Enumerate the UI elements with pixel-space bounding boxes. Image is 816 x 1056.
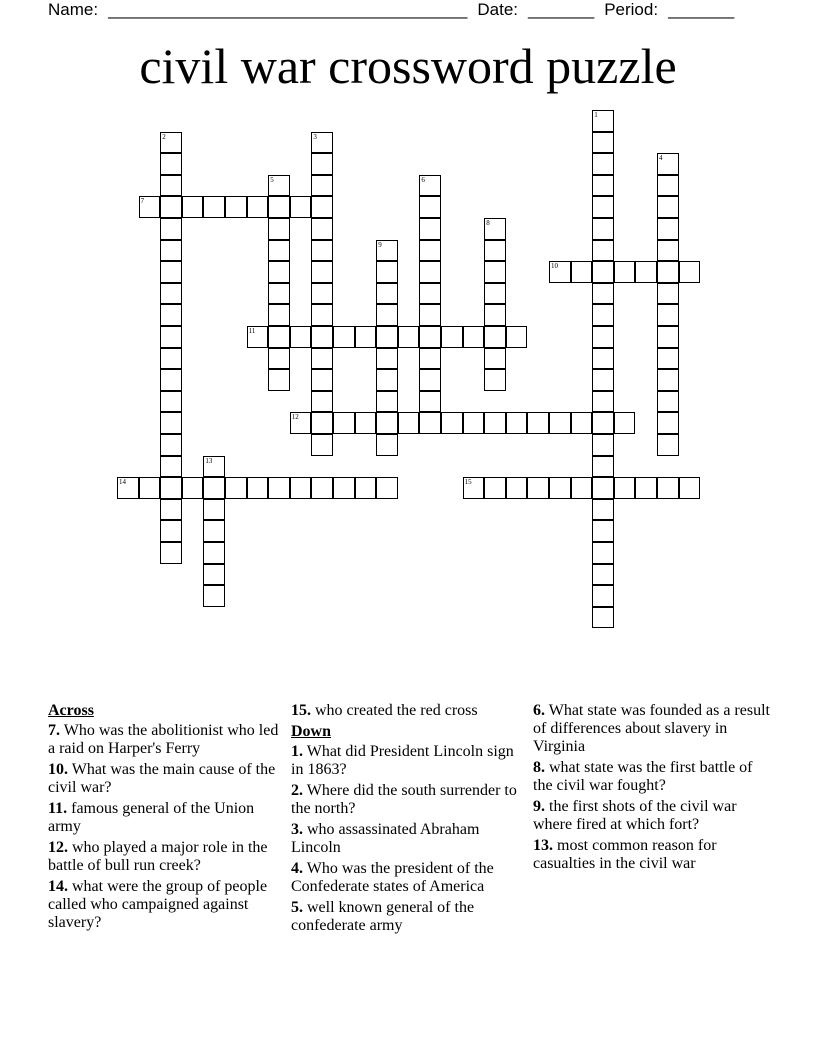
crossword-cell[interactable] xyxy=(268,196,290,218)
crossword-cell[interactable] xyxy=(592,304,614,326)
crossword-cell[interactable] xyxy=(484,218,506,240)
clue-text: famous general of the Union army xyxy=(48,800,255,835)
crossword-cell[interactable] xyxy=(419,304,441,326)
crossword-cell[interactable] xyxy=(592,434,614,456)
crossword-cell[interactable] xyxy=(376,369,398,391)
crossword-cell[interactable] xyxy=(657,240,679,262)
crossword-cell[interactable] xyxy=(463,477,485,499)
crossword-cell[interactable] xyxy=(635,477,657,499)
crossword-cell[interactable] xyxy=(333,412,355,434)
clue-down-4 xyxy=(291,860,521,896)
clue-text: Where did the south surrender to the north? xyxy=(291,782,517,817)
crossword-cell[interactable] xyxy=(679,261,701,283)
crossword-cell[interactable] xyxy=(592,110,614,132)
crossword-cell[interactable] xyxy=(679,477,701,499)
clue-number: 8. xyxy=(533,759,545,776)
clue-text: What was the main cause of the civil war? xyxy=(48,761,276,796)
clue-text: What state was founded as a result of differences about slavery in Virginia xyxy=(533,702,770,755)
crossword-cell[interactable] xyxy=(203,477,225,499)
crossword-cell[interactable] xyxy=(419,412,441,434)
crossword-cell[interactable] xyxy=(614,477,636,499)
cell-number: 9 xyxy=(378,240,382,249)
clue-number: 15. xyxy=(291,702,311,719)
crossword-cell[interactable] xyxy=(484,304,506,326)
clue-down-9 xyxy=(533,798,773,834)
crossword-cell[interactable] xyxy=(311,283,333,305)
crossword-cell[interactable] xyxy=(419,369,441,391)
clue-text: Who was the abolitionist who led a raid on Harper's Ferry xyxy=(48,722,279,757)
clue-number: 6. xyxy=(533,702,545,719)
crossword-cell[interactable] xyxy=(160,412,182,434)
crossword-cell[interactable] xyxy=(484,477,506,499)
crossword-cell[interactable] xyxy=(484,283,506,305)
crossword-cell[interactable] xyxy=(182,477,204,499)
crossword-cell[interactable] xyxy=(376,240,398,262)
crossword-cell[interactable] xyxy=(311,326,333,348)
crossword-cell[interactable] xyxy=(419,240,441,262)
crossword-cell[interactable] xyxy=(117,477,139,499)
crossword-cell[interactable] xyxy=(268,240,290,262)
date-blank[interactable]: _______ xyxy=(528,0,595,19)
crossword-cell[interactable] xyxy=(311,391,333,413)
crossword-cell[interactable] xyxy=(376,434,398,456)
cell-number: 5 xyxy=(270,175,274,184)
clue-across-7 xyxy=(48,722,280,758)
clue-across-12 xyxy=(48,839,280,875)
crossword-cell[interactable] xyxy=(484,326,506,348)
period-blank[interactable]: _______ xyxy=(668,0,735,19)
clue-down-2 xyxy=(291,782,521,818)
clue-number: 11. xyxy=(48,800,68,817)
crossword-cell[interactable] xyxy=(376,326,398,348)
crossword-cell[interactable] xyxy=(506,477,528,499)
crossword-cell[interactable] xyxy=(160,283,182,305)
clue-across-15 xyxy=(291,702,521,720)
clue-text: what were the group of people called who campaigned against slavery? xyxy=(48,878,268,931)
crossword-cell[interactable] xyxy=(268,477,290,499)
crossword-cell[interactable] xyxy=(160,434,182,456)
crossword-cell[interactable] xyxy=(376,412,398,434)
crossword-cell[interactable] xyxy=(225,196,247,218)
cell-number: 14 xyxy=(119,478,126,487)
crossword-cell[interactable] xyxy=(311,153,333,175)
clue-across-10 xyxy=(48,761,280,797)
crossword-cell[interactable] xyxy=(311,175,333,197)
crossword-cell[interactable] xyxy=(592,456,614,478)
crossword-cell[interactable] xyxy=(657,326,679,348)
crossword-cell[interactable] xyxy=(657,304,679,326)
cell-number: 11 xyxy=(248,327,256,335)
name-blank[interactable]: ______________________________________ xyxy=(108,0,468,19)
crossword-cell[interactable] xyxy=(592,391,614,413)
crossword-cell[interactable] xyxy=(463,412,485,434)
crossword-cell[interactable] xyxy=(484,261,506,283)
clue-text: What did President Lincoln sign in 1863? xyxy=(291,743,514,778)
crossword-cell[interactable] xyxy=(311,477,333,499)
crossword-cell[interactable] xyxy=(203,585,225,607)
crossword-cell[interactable] xyxy=(398,412,420,434)
crossword-cell[interactable] xyxy=(182,196,204,218)
crossword-cell[interactable] xyxy=(549,477,571,499)
clue-down-8 xyxy=(533,759,773,795)
crossword-cell[interactable] xyxy=(268,348,290,370)
clue-text: who created the red cross xyxy=(315,702,478,719)
crossword-cell[interactable] xyxy=(657,434,679,456)
crossword-cell[interactable] xyxy=(527,477,549,499)
cell-number: 6 xyxy=(421,175,425,184)
crossword-cell[interactable] xyxy=(592,132,614,154)
crossword-cell[interactable] xyxy=(592,369,614,391)
crossword-cell[interactable] xyxy=(419,283,441,305)
cell-number: 12 xyxy=(291,413,299,422)
crossword-cell[interactable] xyxy=(376,348,398,370)
crossword-cell[interactable] xyxy=(657,348,679,370)
cell-number: 1 xyxy=(594,111,598,119)
crossword-cell[interactable] xyxy=(203,520,225,542)
crossword-cell[interactable] xyxy=(160,348,182,370)
crossword-cell[interactable] xyxy=(160,153,182,175)
clue-number: 7. xyxy=(48,722,60,739)
crossword-cell[interactable] xyxy=(549,261,571,283)
down-heading: Down xyxy=(291,723,332,740)
name-label: Name: xyxy=(48,0,99,19)
crossword-cell[interactable] xyxy=(160,196,182,218)
clue-text: the first shots of the civil war where fired at which fort? xyxy=(533,798,737,833)
crossword-cell[interactable] xyxy=(657,196,679,218)
crossword-cell[interactable] xyxy=(657,175,679,197)
clue-number: 13. xyxy=(533,837,553,854)
crossword-cell[interactable] xyxy=(592,218,614,240)
crossword-cell[interactable] xyxy=(657,369,679,391)
crossword-cell[interactable] xyxy=(592,240,614,262)
crossword-cell[interactable] xyxy=(268,369,290,391)
crossword-cell[interactable] xyxy=(311,348,333,370)
clue-number: 3. xyxy=(291,821,303,838)
crossword-cell[interactable] xyxy=(311,412,333,434)
crossword-cell[interactable] xyxy=(463,326,485,348)
crossword-cell[interactable] xyxy=(592,326,614,348)
clue-number: 5. xyxy=(291,899,303,916)
crossword-cell[interactable] xyxy=(484,412,506,434)
crossword-cell[interactable] xyxy=(592,564,614,586)
crossword-cell[interactable] xyxy=(592,412,614,434)
crossword-cell[interactable] xyxy=(592,520,614,542)
crossword-cell[interactable] xyxy=(160,175,182,197)
crossword-cell[interactable] xyxy=(376,261,398,283)
clue-text: most common reason for casualties in the civil war xyxy=(533,837,717,872)
crossword-cell[interactable] xyxy=(592,283,614,305)
crossword-cell[interactable] xyxy=(268,326,290,348)
crossword-cell[interactable] xyxy=(355,326,377,348)
clue-across-11 xyxy=(48,800,280,836)
crossword-cell[interactable] xyxy=(592,175,614,197)
crossword-cell[interactable] xyxy=(203,499,225,521)
cell-number: 8 xyxy=(486,219,490,227)
clue-text: well known general of the confederate army xyxy=(291,899,475,934)
crossword-cell[interactable] xyxy=(160,542,182,564)
crossword-cell[interactable] xyxy=(333,477,355,499)
crossword-cell[interactable] xyxy=(268,283,290,305)
crossword-cell[interactable] xyxy=(635,261,657,283)
crossword-cell[interactable] xyxy=(657,283,679,305)
clue-down-6 xyxy=(533,702,773,756)
clue-text: who played a major role in the battle of bull run creek? xyxy=(48,839,268,874)
crossword-cell[interactable] xyxy=(311,196,333,218)
crossword-cell[interactable] xyxy=(139,196,161,218)
clue-down-5 xyxy=(291,899,521,935)
crossword-cell[interactable] xyxy=(419,218,441,240)
crossword-cell[interactable] xyxy=(139,477,161,499)
crossword-cell[interactable] xyxy=(355,477,377,499)
crossword-cell[interactable] xyxy=(268,304,290,326)
crossword-cell[interactable] xyxy=(268,261,290,283)
crossword-cell[interactable] xyxy=(160,132,182,154)
crossword-cell[interactable] xyxy=(160,456,182,478)
crossword-cell[interactable] xyxy=(657,477,679,499)
cell-number: 3 xyxy=(313,132,317,141)
crossword-cell[interactable] xyxy=(527,412,549,434)
crossword-cell[interactable] xyxy=(419,261,441,283)
crossword-cell[interactable] xyxy=(592,477,614,499)
crossword-cell[interactable] xyxy=(268,218,290,240)
period-label: Period: xyxy=(604,0,659,19)
crossword-cell[interactable] xyxy=(614,412,636,434)
crossword-cell[interactable] xyxy=(160,391,182,413)
crossword-cell[interactable] xyxy=(311,261,333,283)
crossword-cell[interactable] xyxy=(311,304,333,326)
crossword-cell[interactable] xyxy=(592,542,614,564)
crossword-cell[interactable] xyxy=(657,391,679,413)
crossword-cell[interactable] xyxy=(160,520,182,542)
crossword-cell[interactable] xyxy=(376,304,398,326)
crossword-cell[interactable] xyxy=(592,607,614,629)
crossword-cell[interactable] xyxy=(419,196,441,218)
crossword-cell[interactable] xyxy=(376,283,398,305)
date-label: Date: xyxy=(477,0,518,19)
crossword-cell[interactable] xyxy=(311,369,333,391)
crossword-cell[interactable] xyxy=(506,326,528,348)
crossword-cell[interactable] xyxy=(592,585,614,607)
crossword-cell[interactable] xyxy=(376,477,398,499)
crossword-cell[interactable] xyxy=(484,348,506,370)
crossword-cell[interactable] xyxy=(290,326,312,348)
crossword-cell[interactable] xyxy=(355,412,377,434)
crossword-cell[interactable] xyxy=(160,261,182,283)
clue-number: 10. xyxy=(48,761,68,778)
crossword-cell[interactable] xyxy=(419,175,441,197)
cell-number: 7 xyxy=(140,197,145,206)
crossword-cell[interactable] xyxy=(549,412,571,434)
crossword-cell[interactable] xyxy=(441,412,463,434)
crossword-cell[interactable] xyxy=(311,434,333,456)
crossword-cell[interactable] xyxy=(419,326,441,348)
crossword-cell[interactable] xyxy=(592,196,614,218)
clues-column-2 xyxy=(291,702,521,938)
crossword-cell[interactable] xyxy=(376,391,398,413)
across-heading: Across xyxy=(48,702,94,719)
crossword-cell[interactable] xyxy=(441,326,463,348)
clue-number: 4. xyxy=(291,860,303,877)
clue-across-14 xyxy=(48,878,280,932)
cell-number: 13 xyxy=(205,456,213,465)
cell-number: 4 xyxy=(659,154,663,163)
crossword-cell[interactable] xyxy=(571,412,593,434)
crossword-cell[interactable] xyxy=(333,326,355,348)
crossword-cell[interactable] xyxy=(657,218,679,240)
cell-number: 2 xyxy=(162,132,166,141)
crossword-cell[interactable] xyxy=(203,456,225,478)
crossword-cell[interactable] xyxy=(225,477,247,499)
crossword-cell[interactable] xyxy=(571,477,593,499)
crossword-cell[interactable] xyxy=(592,261,614,283)
clue-down-1 xyxy=(291,743,521,779)
clue-text: who assassinated Abraham Lincoln xyxy=(291,821,480,856)
crossword-cell[interactable] xyxy=(268,175,290,197)
clue-number: 12. xyxy=(48,839,68,856)
crossword-cell[interactable] xyxy=(203,564,225,586)
crossword-cell[interactable] xyxy=(311,240,333,262)
crossword-cell[interactable] xyxy=(592,348,614,370)
crossword-cell[interactable] xyxy=(160,499,182,521)
crossword-cell[interactable] xyxy=(203,542,225,564)
clue-text: Who was the president of the Confederate states of America xyxy=(291,860,494,895)
crossword-cell[interactable] xyxy=(657,153,679,175)
clue-down-13 xyxy=(533,837,773,873)
crossword-cell[interactable] xyxy=(419,348,441,370)
clue-number: 1. xyxy=(291,743,303,760)
clue-text: what state was the first battle of the civil war fought? xyxy=(533,759,753,794)
cell-number: 10 xyxy=(551,262,558,271)
crossword-cell[interactable] xyxy=(506,412,528,434)
crossword-cell[interactable] xyxy=(160,326,182,348)
crossword-cell[interactable] xyxy=(160,477,182,499)
crossword-cell[interactable] xyxy=(290,412,312,434)
clue-number: 14. xyxy=(48,878,68,895)
crossword-cell[interactable] xyxy=(247,196,269,218)
cell-number: 15 xyxy=(464,478,472,487)
crossword-cell[interactable] xyxy=(419,391,441,413)
crossword-cell[interactable] xyxy=(290,196,312,218)
crossword-cell[interactable] xyxy=(160,369,182,391)
crossword-cell[interactable] xyxy=(484,369,506,391)
clue-number: 2. xyxy=(291,782,303,799)
crossword-cell[interactable] xyxy=(614,261,636,283)
clues-column-1 xyxy=(48,702,280,935)
page-title: civil war crossword puzzle xyxy=(139,38,677,94)
crossword-cell[interactable] xyxy=(571,261,593,283)
crossword-cell[interactable] xyxy=(160,218,182,240)
crossword-cell[interactable] xyxy=(398,326,420,348)
crossword-cell[interactable] xyxy=(160,240,182,262)
crossword-cell[interactable] xyxy=(592,153,614,175)
crossword-cell[interactable] xyxy=(657,261,679,283)
clue-down-3 xyxy=(291,821,521,857)
crossword-cell[interactable] xyxy=(247,326,269,348)
crossword-cell[interactable] xyxy=(203,196,225,218)
crossword-cell[interactable] xyxy=(657,412,679,434)
clue-number: 9. xyxy=(533,798,545,815)
crossword-cell[interactable] xyxy=(484,240,506,262)
crossword-cell[interactable] xyxy=(247,477,269,499)
crossword-cell[interactable] xyxy=(311,132,333,154)
crossword-cell[interactable] xyxy=(160,304,182,326)
crossword-cell[interactable] xyxy=(592,499,614,521)
crossword-cell[interactable] xyxy=(311,218,333,240)
crossword-cell[interactable] xyxy=(290,477,312,499)
clues-column-3 xyxy=(533,702,773,876)
